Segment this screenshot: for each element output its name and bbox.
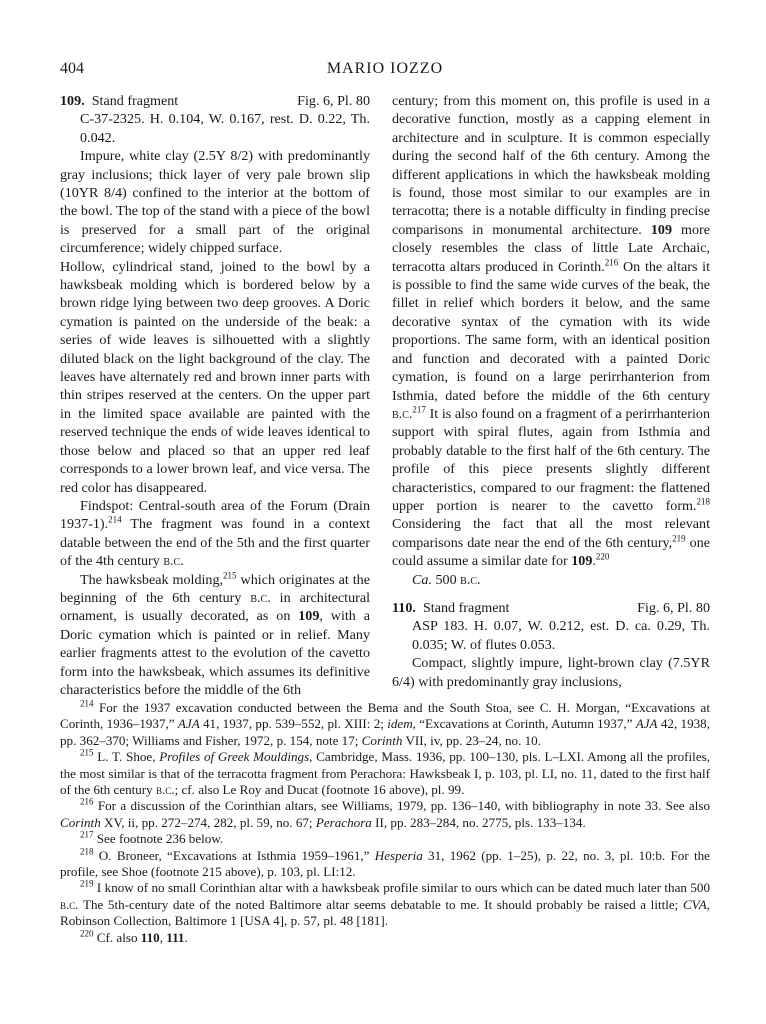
footnote-text: L. T. Shoe, — [93, 749, 160, 765]
circa-label: Ca. — [412, 571, 432, 588]
footnote-218 — [60, 848, 710, 881]
entry-109-heading — [60, 92, 370, 110]
journal-title: Hesperia — [374, 847, 423, 863]
entry-109-findspot — [60, 497, 370, 571]
entry-ref-111: 111 — [166, 929, 185, 945]
entry-110-catalog: ASP 183. H. 0.07, W. 0.212, est. D. ca. 0.29, Th. 0.035; W. of flutes 0.053. — [412, 618, 710, 653]
series-title: CVA — [682, 896, 707, 912]
footnote-italic: idem — [387, 716, 413, 732]
footnote-ref-218: 218 — [696, 496, 710, 507]
footnote-number: 216 — [80, 797, 94, 808]
footnote-ref-217: 217 — [412, 404, 426, 415]
footnote-text: O. Broneer, “Excavations at Isthmia 1959–1961,” — [93, 847, 375, 863]
footnote-text: VII, iv, pp. 23–24, no. 10. — [402, 732, 541, 748]
comparison-text-6: one could assume a similar date for — [392, 534, 710, 570]
entry-110-number: 110. — [392, 599, 416, 616]
hawksbeak-text-2: which originates at the beginning of the 6th century — [60, 571, 370, 606]
date-value: 500 — [431, 571, 461, 588]
footnote-number: 217 — [80, 829, 94, 840]
entry-109-date — [392, 571, 710, 589]
series-title: Corinth — [361, 732, 403, 748]
findspot-text: Findspot: Central-south area of the Forum (Drain 1937-1). — [60, 497, 370, 533]
comparison-text: century; from this moment on, this profile is used in a decorative function, mostly as a capping element in architecture and in sculpture. It is common especially during the second half of the 6th century. Among the different applications in which the hawksbeak molding is found, those most similar to our examples are in terracotta; there is a notable difficulty in finding precise comparisons in monumental architecture. — [392, 93, 710, 238]
journal-title: AJA — [177, 716, 200, 732]
book-title: Profiles of Greek Mouldings — [159, 749, 310, 765]
footnote-text: , Robinson Collection, Baltimore 1 [USA 4], p. 57, pl. 48 [181]. — [60, 896, 710, 929]
entry-ref-109: 109 — [571, 553, 593, 570]
right-column — [392, 92, 710, 691]
comparison-text-2: more closely resembles the class of little Late Archaic, terracotta altars produced in Corinth. — [392, 221, 711, 275]
page-number: 404 — [60, 60, 84, 77]
footnotes — [60, 700, 710, 946]
footnote-number: 218 — [80, 846, 94, 857]
entry-109-number: 109. — [60, 93, 85, 109]
footnote-text: II, pp. 283–284, no. 2775, pls. 133–134. — [371, 814, 586, 830]
footnote-number: 215 — [80, 747, 94, 758]
entry-ref-109: 109 — [650, 221, 672, 238]
footnote-ref-215: 215 — [223, 569, 237, 580]
bc-abbrev: b.c. — [60, 896, 79, 912]
footnote-214 — [60, 700, 710, 749]
footnote-ref-219: 219 — [672, 533, 686, 544]
entry-ref-109: 109 — [298, 608, 320, 625]
bc-abbrev: b.c. — [250, 589, 271, 606]
hawksbeak-paragraph — [60, 571, 370, 700]
hawksbeak-text-4: , with a Doric cymation which is painted or in relief. Many earlier fragments attest to the evolution of the cavetto form into the hawksbeak, which assumes its definitive characteristics before the middle of the 6th — [60, 608, 370, 698]
hawksbeak-text: The hawksbeak molding, — [80, 571, 224, 588]
footnote-215 — [60, 749, 710, 798]
footnote-text: ; cf. also Le Roy and Ducat (footnote 16 above), pl. 99. — [174, 782, 465, 798]
findspot-text-2: The fragment was found in a context datable between the end of the 5th and the first quarter of the 4th century — [60, 516, 370, 570]
footnote-number: 220 — [80, 928, 94, 939]
footnote-text: Cf. also — [93, 929, 141, 945]
footnote-219 — [60, 880, 710, 929]
entry-109-title: Stand fragment — [91, 93, 179, 109]
footnote-number: 214 — [80, 698, 94, 709]
bc-abbrev: b.c. — [460, 571, 481, 588]
footnote-number: 219 — [80, 879, 94, 890]
footnote-text: I know of no small Corinthian altar with a hawksbeak profile similar to ours which can be dated much later than 500 — [93, 880, 710, 896]
entry-109-clay: Impure, white clay (2.5Y 8/2) with predominantly gray inclusions; thick layer of very pale brown slip (10YR 8/4) confined to the interior at the bottom of the bowl. The top of the stand with a piece of the bowl is preserved for a small part of the original circumference; widely chipped surface. — [60, 148, 370, 257]
entry-110-heading — [392, 599, 710, 617]
comparison-text-3: On the altars it is possible to find the same wide curves of the beak, the fillet in relief which borders it below, and the same decorative syntax of the cymation with its wide proportions. The same form, with an identical position and function and decorated with a painted Doric cymation, is found on a large perirrhanterion from Isthmia, dated before the middle of the 6th century — [392, 258, 711, 404]
hawksbeak-text-3: in architectural ornament, is usually decorated, as on — [60, 589, 370, 625]
entry-109-description: Hollow, cylindrical stand, joined to the bowl by a hawksbeak molding which is bordered below by a brown ridge lying between two deep grooves. A Doric cymation is painted on the underside of the beak: a series of wide leaves is silhouetted with a slightly diluted black on the light background of the clay. The leaves have alternately red and brown inner parts with thin stripes reserved at the centers. On the upper part in the limited space available are painted with the reserved technique the ends of wide leaves identical to those below and placed so that an upper red leaf corresponds to a lower brown leaf, and vice versa. The red color has disappeared. — [60, 258, 370, 496]
comparison-text-5: Considering the fact that all the most relevant comparisons date near the end of the 6th century, — [392, 516, 710, 551]
entry-109-figure-ref: Fig. 6, Pl. 80 — [297, 93, 370, 109]
footnote-text: The 5th-century date of the noted Baltimore altar seems debatable to me. It should probably be raised a little; — [78, 896, 683, 912]
series-title: Perachora — [315, 814, 372, 830]
footnote-ref-214: 214 — [108, 514, 122, 525]
bc-abbrev: b.c. — [163, 553, 184, 570]
bc-abbrev: b.c. — [156, 782, 175, 798]
footnote-text: 41, 1937, pp. 539–552, pl. XIII: 2; — [199, 716, 388, 732]
footnote-text: See footnote 236 below. — [93, 831, 224, 847]
entry-110-title: Stand fragment — [422, 599, 510, 616]
footnote-text: . — [184, 929, 188, 945]
footnote-220 — [60, 930, 710, 946]
period: . — [592, 553, 596, 570]
comparison-text-4: It is also found on a fragment of a perirrhanterion support with spiral flutes, again from Isthmia and probably datable to the first half of the 6th century. The profile of this piece presents slightly different characteristics, compared to our fragment: the flattened upper portion is nearer to the cavetto form. — [392, 405, 710, 514]
running-title: MARIO IOZZO — [326, 60, 444, 77]
footnote-ref-220: 220 — [595, 551, 610, 562]
entry-110-figure-ref: Fig. 6, Pl. 80 — [637, 599, 710, 616]
entry-110-clay: Compact, slightly impure, light-brown clay (7.5YR 6/4) with predominantly gray inclusions, — [392, 655, 710, 690]
footnote-text: , Cambridge, Mass. 1936, pp. 100–130, pls. L–LXI. Among all the profiles, the most similar is that of the terracotta fragment from Perachora: Hawksbeak I, p. 103, pl. LI, no. 11, dated to the first half of the 6th century — [60, 749, 711, 798]
comparison-paragraph — [392, 92, 710, 571]
left-column — [60, 92, 370, 699]
footnote-216 — [60, 798, 710, 831]
footnote-text: For a discussion of the Corinthian altars, see Williams, 1979, pp. 136–140, with bibliography in note 33. See also — [93, 798, 710, 814]
journal-title: AJA — [635, 716, 658, 732]
footnote-217 — [60, 831, 710, 847]
footnote-text: , — [159, 929, 167, 945]
footnote-text: , “Excavations at Corinth, Autumn 1937,” — [412, 716, 636, 732]
entry-ref-110: 110 — [140, 929, 160, 945]
footnote-text: 31, 1962 (pp. 1–25), p. 22, no. 3, pl. 10:b. For the profile, see Shoe (footnote 215 above), p. 103, pl. LI:12. — [60, 847, 710, 880]
footnote-text: XV, ii, pp. 272–274, 282, pl. 59, no. 67; — [100, 814, 316, 830]
entry-109-catalog: C-37-2325. H. 0.104, W. 0.167, rest. D. 0.22, Th. 0.042. — [80, 111, 370, 146]
bc-abbrev: b.c. — [392, 405, 413, 422]
series-title: Corinth — [60, 814, 101, 830]
footnote-text: For the 1937 excavation conducted between the Bema and the South Stoa, see C. H. Morgan, “Excavations at Corinth, 1936–1937,” — [60, 700, 710, 732]
running-header — [60, 60, 710, 82]
footnote-ref-216: 216 — [604, 256, 619, 267]
footnote-text: 42, 1938, pp. 362–370; Williams and Fisher, 1972, p. 154, note 17; — [60, 716, 710, 748]
